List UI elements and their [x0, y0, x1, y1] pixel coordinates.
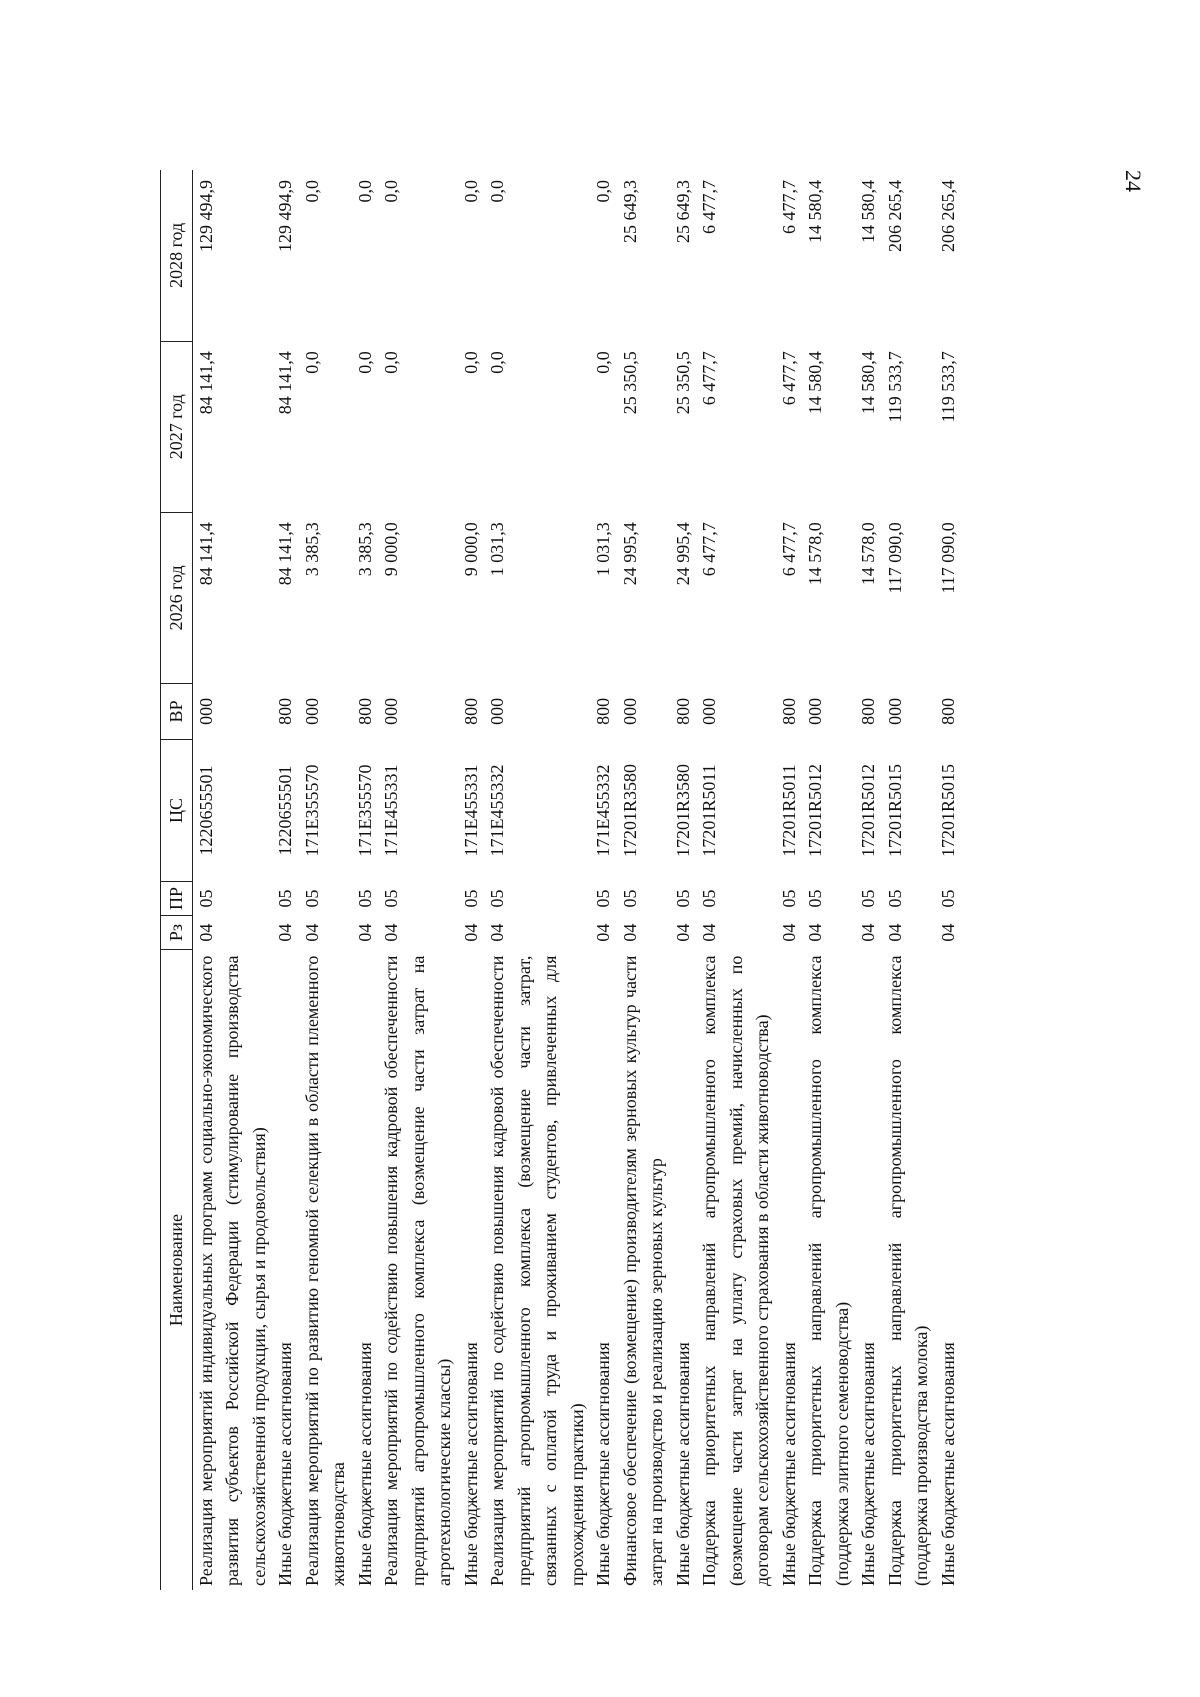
row-vr: 800 — [275, 697, 295, 725]
row-value-2028: 206 265,4 — [937, 180, 958, 252]
row-cs: 17201R5015 — [937, 763, 958, 857]
row-rz: 04 — [699, 923, 719, 942]
row-pr: 05 — [619, 889, 640, 908]
row-vr: 000 — [381, 697, 401, 725]
row-name: Поддержка приоритетных направлений агропромышленного комплекса (поддержка элитного семеноводства) — [805, 955, 852, 1586]
header-cs: ЦС — [161, 739, 193, 881]
row-cs: 171E355570 — [301, 764, 322, 857]
header-rz: Рз — [161, 916, 193, 950]
row-pr: 05 — [301, 889, 322, 908]
row-value-2028: 6 477,7 — [699, 180, 719, 234]
row-value-2027: 0,0 — [381, 351, 401, 374]
row-value-2027: 0,0 — [593, 351, 613, 374]
row-name: Иные бюджетные ассигнования — [593, 1342, 613, 1586]
row-pr: 05 — [460, 889, 481, 908]
row-value-2028: 25 649,3 — [672, 180, 693, 243]
row-rz: 04 — [672, 923, 693, 942]
row-value-2028: 14 580,4 — [858, 180, 878, 243]
row-cs: 17201R5011 — [699, 764, 719, 857]
table-row — [484, 170, 590, 1590]
row-pr: 05 — [884, 889, 905, 908]
header-pr: ПР — [161, 882, 193, 916]
row-cs: 171E355570 — [354, 764, 375, 857]
header-2026: 2026 год — [161, 512, 193, 683]
table-row — [617, 170, 670, 1590]
row-value-2026: 24 995,4 — [619, 522, 640, 586]
row-value-2028: 0,0 — [381, 180, 401, 203]
row-value-2026: 6 477,7 — [778, 522, 799, 577]
row-value-2027: 119 533,7 — [884, 351, 905, 423]
row-vr: 800 — [593, 697, 613, 725]
row-value-2026: 1 031,3 — [487, 522, 507, 577]
row-rz: 04 — [301, 923, 322, 942]
table-row — [192, 170, 272, 1590]
row-name: Реализация мероприятий по содействию повышения кадровой обеспеченности предприятий агропромышленного комплекса (возмещение части затрат, связанных с оплатой труда и проживанием студентов, привлеченных для прохождения практики) — [487, 955, 587, 1586]
row-rz: 04 — [354, 923, 375, 942]
row-cs: 17201R5015 — [884, 763, 905, 857]
row-value-2028: 129 494,9 — [195, 180, 216, 252]
row-name: Иные бюджетные ассигнования — [672, 1342, 693, 1586]
row-vr: 800 — [460, 697, 481, 725]
row-pr: 05 — [593, 889, 613, 908]
row-value-2026: 84 141,4 — [275, 522, 295, 586]
row-value-2026: 14 578,0 — [858, 522, 878, 586]
row-pr: 05 — [354, 889, 375, 908]
row-pr: 05 — [778, 889, 799, 908]
row-cs: 171E455331 — [381, 764, 401, 857]
row-name: Иные бюджетные ассигнования — [275, 1342, 295, 1586]
table-row — [670, 170, 697, 1590]
table-row — [882, 170, 935, 1590]
row-value-2026: 9 000,0 — [381, 522, 401, 577]
row-value-2027: 84 141,4 — [275, 351, 295, 415]
row-name: Иные бюджетные ассигнования — [778, 1342, 799, 1586]
row-name: Реализация мероприятий по содействию повышения кадровой обеспеченности предприятий агропромышленного комплекса (возмещение части затрат на агротехнологические классы) — [381, 955, 454, 1586]
row-value-2027: 0,0 — [460, 351, 481, 374]
row-value-2027: 25 350,5 — [619, 351, 640, 415]
row-name: Иные бюджетные ассигнования — [460, 1342, 481, 1586]
row-vr: 800 — [778, 697, 799, 725]
row-pr: 05 — [672, 889, 693, 908]
row-vr: 000 — [619, 697, 640, 725]
header-2027: 2027 год — [161, 341, 193, 512]
row-name: Иные бюджетные ассигнования — [354, 1342, 375, 1586]
table-row — [935, 170, 962, 1590]
row-value-2027: 14 580,4 — [805, 351, 825, 415]
row-cs: 171E455332 — [487, 764, 507, 857]
table-row — [272, 170, 299, 1590]
budget-table — [160, 170, 961, 1590]
row-value-2027: 6 477,7 — [699, 351, 719, 406]
row-value-2026: 1 031,3 — [593, 522, 613, 577]
table-row — [855, 170, 882, 1590]
table-row — [590, 170, 617, 1590]
row-value-2027: 119 533,7 — [937, 351, 958, 423]
header-name: Наименование — [161, 950, 193, 1590]
row-rz: 04 — [858, 923, 878, 942]
row-value-2026: 3 385,3 — [354, 522, 375, 577]
header-vr: ВР — [161, 683, 193, 739]
row-value-2026: 14 578,0 — [805, 522, 825, 586]
row-value-2026: 84 141,4 — [195, 522, 216, 586]
row-cs: 171E455331 — [460, 764, 481, 857]
row-rz: 04 — [275, 923, 295, 942]
row-vr: 000 — [487, 697, 507, 725]
rotated-table-container — [160, 170, 961, 1590]
row-pr: 05 — [858, 889, 878, 908]
row-vr: 800 — [858, 697, 878, 725]
row-cs: 1220655501 — [275, 765, 295, 856]
row-value-2026: 9 000,0 — [460, 522, 481, 577]
row-vr: 800 — [672, 697, 693, 725]
table-row — [352, 170, 379, 1590]
table-row — [378, 170, 458, 1590]
page-number: 24 — [1121, 170, 1146, 192]
row-value-2028: 25 649,3 — [619, 180, 640, 243]
row-value-2028: 0,0 — [487, 180, 507, 203]
table-row — [458, 170, 485, 1590]
table-row — [776, 170, 803, 1590]
row-rz: 04 — [460, 923, 481, 942]
row-name: Реализация мероприятий по развитию геномной селекции в области племенного животноводства — [301, 955, 348, 1586]
row-name: Поддержка приоритетных направлений агропромышленного комплекса (поддержка производства молока) — [884, 955, 931, 1586]
table-row — [802, 170, 855, 1590]
row-value-2028: 0,0 — [301, 180, 322, 203]
row-value-2026: 6 477,7 — [699, 522, 719, 577]
row-pr: 05 — [805, 889, 825, 908]
row-cs: 17201R5012 — [858, 763, 878, 857]
row-cs: 17201R3580 — [672, 763, 693, 857]
row-value-2026: 117 090,0 — [884, 522, 905, 594]
table-body — [192, 170, 961, 1590]
row-rz: 04 — [619, 923, 640, 942]
row-rz: 04 — [937, 923, 958, 942]
row-rz: 04 — [884, 923, 905, 942]
row-cs: 1220655501 — [195, 765, 216, 856]
row-pr: 05 — [487, 889, 507, 908]
row-value-2028: 14 580,4 — [805, 180, 825, 243]
row-pr: 05 — [275, 889, 295, 908]
row-name: Иные бюджетные ассигнования — [937, 1342, 958, 1586]
row-cs: 17201R5012 — [805, 763, 825, 857]
row-pr: 05 — [195, 889, 216, 908]
table-row — [299, 170, 352, 1590]
row-vr: 800 — [937, 697, 958, 725]
row-value-2028: 0,0 — [354, 180, 375, 203]
row-vr: 000 — [301, 697, 322, 725]
row-value-2028: 129 494,9 — [275, 180, 295, 252]
row-pr: 05 — [937, 889, 958, 908]
row-value-2027: 0,0 — [354, 351, 375, 374]
row-value-2028: 206 265,4 — [884, 180, 905, 252]
row-rz: 04 — [195, 923, 216, 942]
row-cs: 17201R5011 — [778, 764, 799, 857]
row-value-2028: 0,0 — [460, 180, 481, 203]
row-vr: 000 — [884, 697, 905, 725]
row-value-2027: 6 477,7 — [778, 351, 799, 406]
row-name: Финансовое обеспечение (возмещение) производителям зерновых культур части затрат на производство и реализацию зерновых культур — [619, 955, 666, 1586]
row-value-2026: 3 385,3 — [301, 522, 322, 577]
row-value-2028: 0,0 — [593, 180, 613, 203]
row-value-2027: 0,0 — [487, 351, 507, 374]
row-rz: 04 — [593, 923, 613, 942]
row-cs: 171E455332 — [593, 764, 613, 857]
row-name: Реализация мероприятий индивидуальных программ социально-экономического развития субъектов Российской Федерации (стимулирование производства сельскохозяйственной продукции, сырья и продовольствия) — [195, 955, 269, 1586]
row-pr: 05 — [699, 889, 719, 908]
row-value-2027: 0,0 — [301, 351, 322, 374]
row-vr: 000 — [805, 697, 825, 725]
row-name: Иные бюджетные ассигнования — [858, 1342, 878, 1586]
row-value-2027: 14 580,4 — [858, 351, 878, 415]
row-value-2027: 25 350,5 — [672, 351, 693, 415]
row-value-2027: 84 141,4 — [195, 351, 216, 415]
row-value-2028: 6 477,7 — [778, 180, 799, 234]
table-header-row — [161, 170, 193, 1590]
row-rz: 04 — [381, 923, 401, 942]
row-name: Поддержка приоритетных направлений агропромышленного комплекса (возмещение части затрат на уплату страховых премий, начисленных по договорам сельскохозяйственного страхования в области животноводства) — [699, 955, 772, 1586]
row-pr: 05 — [381, 889, 401, 908]
row-vr: 800 — [354, 697, 375, 725]
row-rz: 04 — [778, 923, 799, 942]
row-vr: 000 — [699, 697, 719, 725]
row-value-2026: 117 090,0 — [937, 522, 958, 594]
table-row — [696, 170, 776, 1590]
row-rz: 04 — [487, 923, 507, 942]
row-cs: 17201R3580 — [619, 763, 640, 857]
header-2028: 2028 год — [161, 170, 193, 341]
row-vr: 000 — [195, 697, 216, 725]
row-value-2026: 24 995,4 — [672, 522, 693, 586]
row-rz: 04 — [805, 923, 825, 942]
